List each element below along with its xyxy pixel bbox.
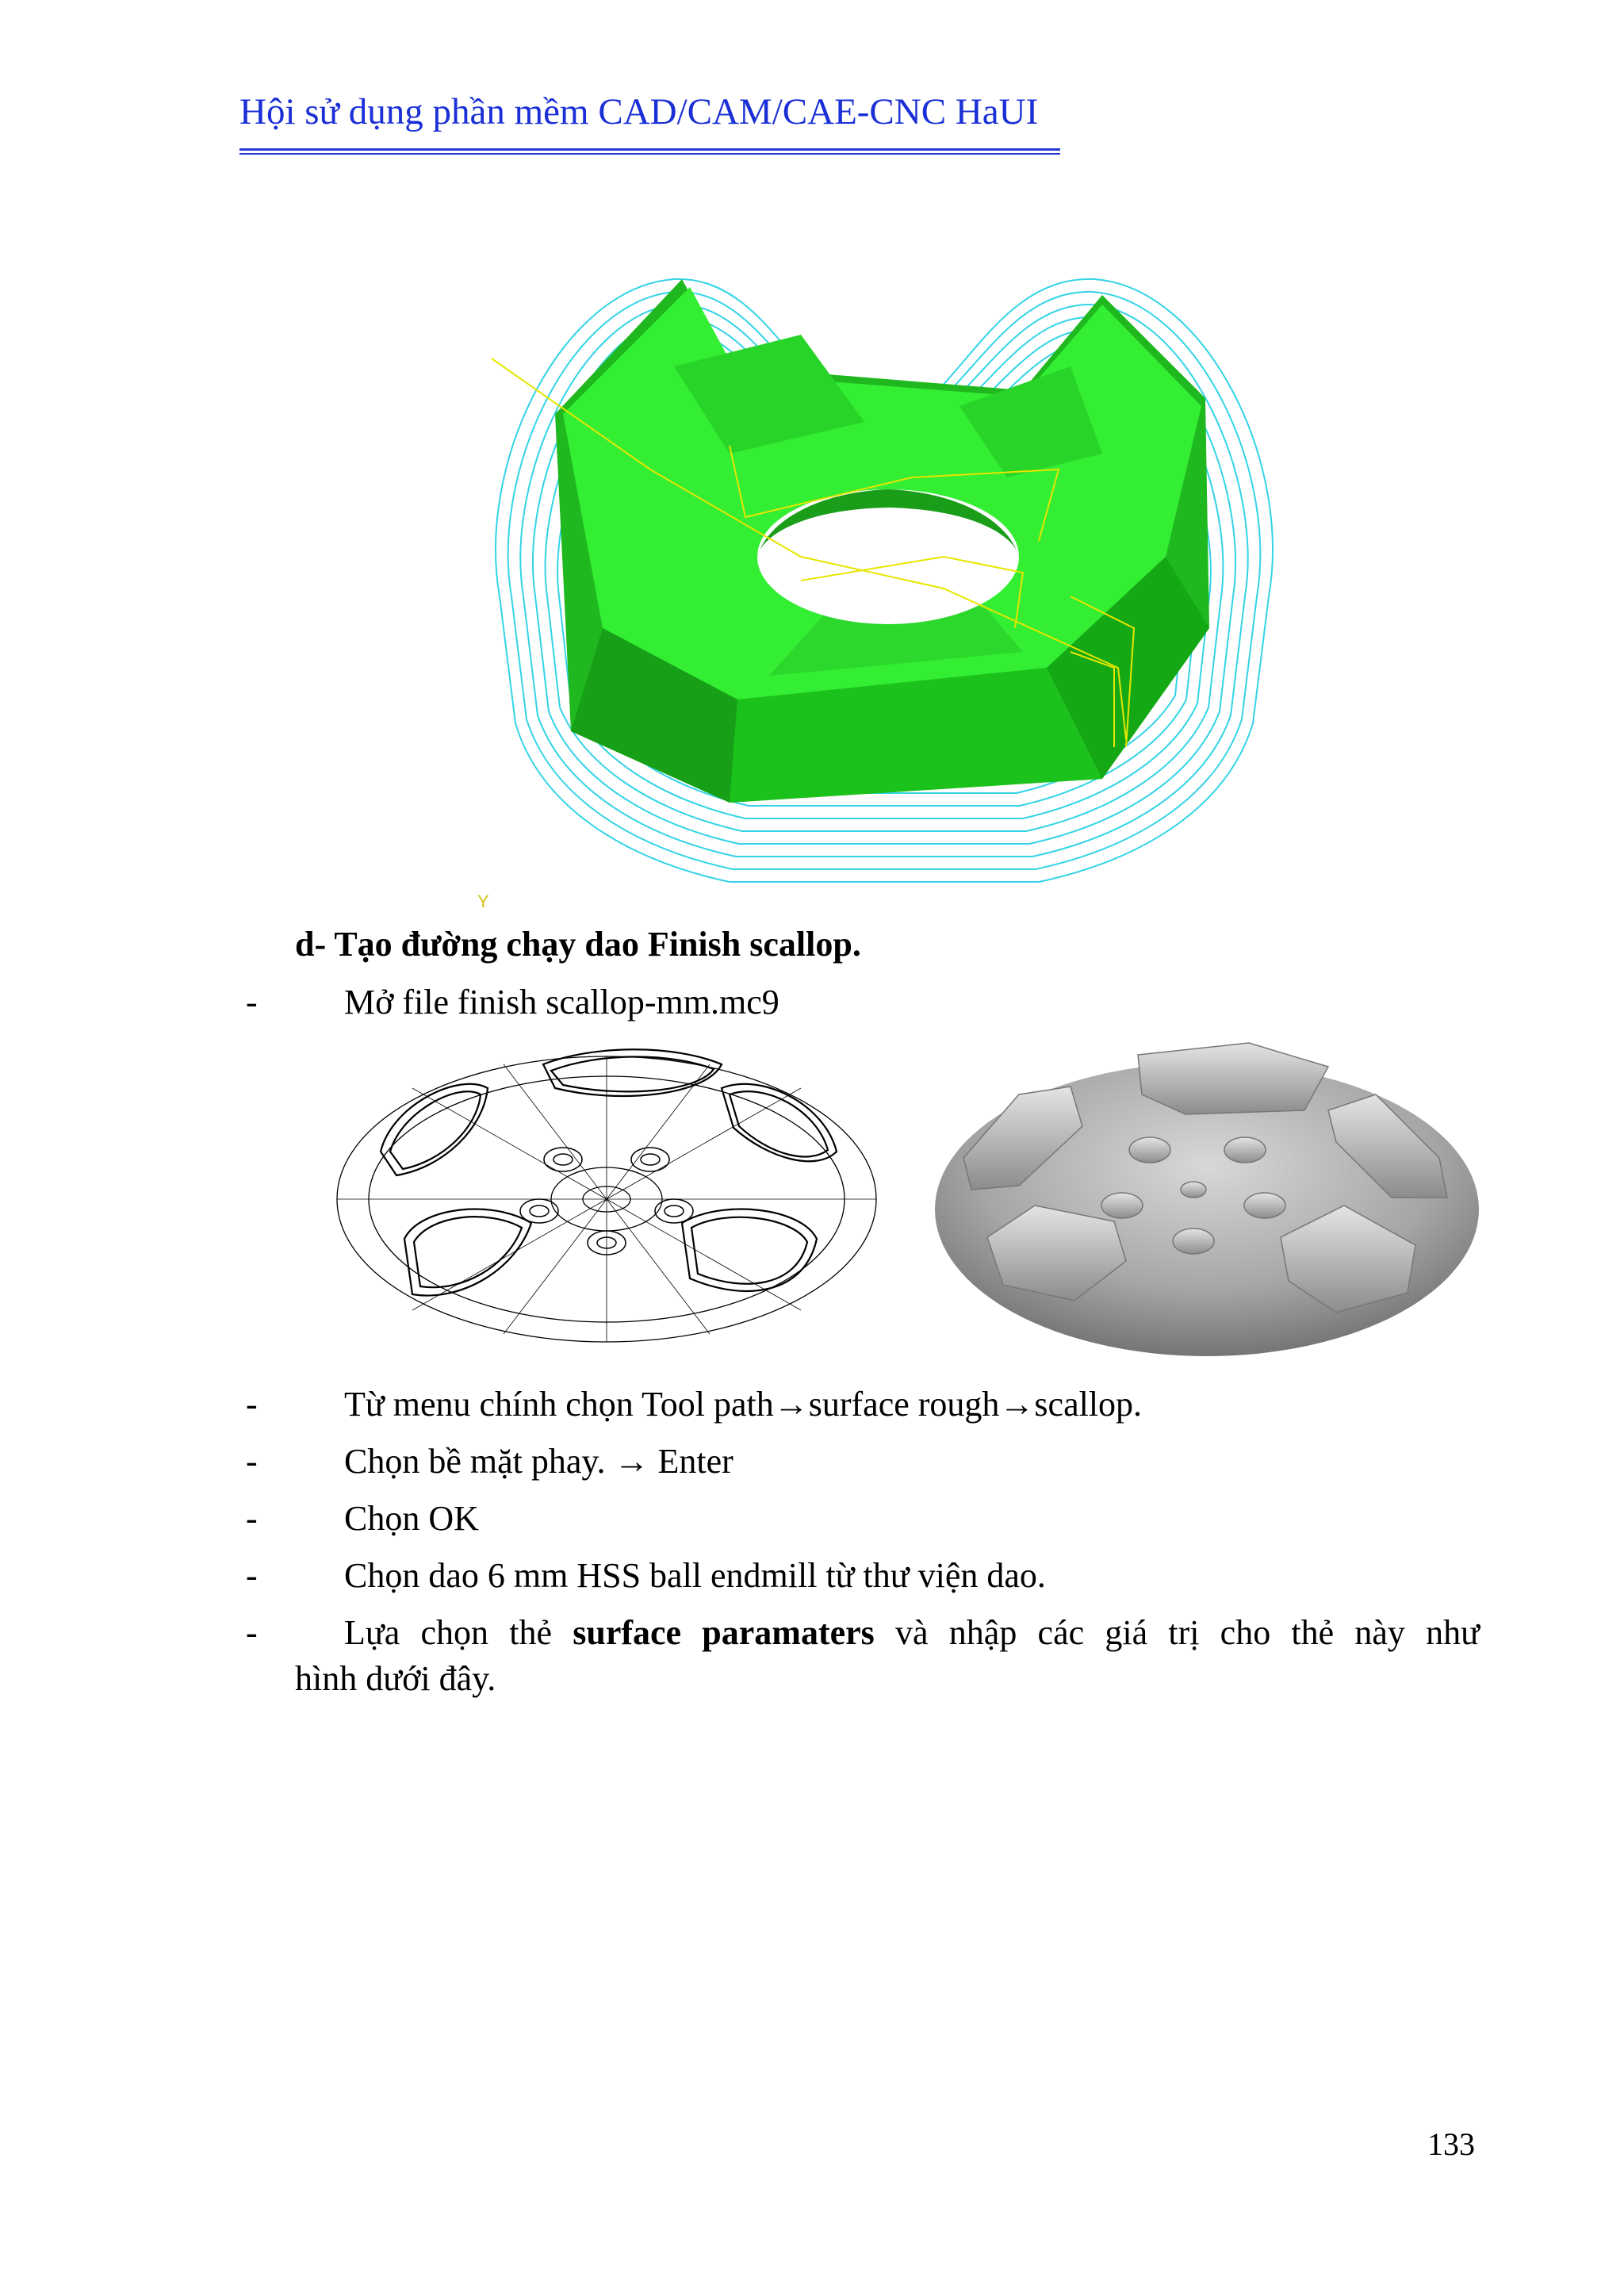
list-text-prefix: Lựa chọn thẻ [344,1613,552,1652]
list-text: Mở file finish scallop-mm.mc9 [344,983,779,1022]
list-text: Chọn dao 6 mm HSS ball endmill từ thư viện dao. [344,1556,1046,1595]
list-text-bold: surface paramaters [573,1613,875,1652]
shaded-wheel-figure [932,1039,1483,1360]
list-dash: - [246,1613,258,1652]
list-item-wrapped [246,1610,1480,1702]
wireframe-wheel-figure [333,1041,880,1354]
list-text: Từ menu chính chọn Tool path→surface rough→scallop. [344,1385,1143,1424]
header-title: Hội sử dụng phần mềm CAD/CAM/CAE-CNC HaUI [239,91,1039,132]
list-text-line2: hình dưới đây. [295,1659,496,1698]
list-dash: - [246,1499,258,1538]
list-text: Chọn bề mặt phay. → Enter [344,1442,733,1481]
page-header [239,91,1060,155]
list-text: Chọn OK [344,1499,479,1538]
list-dash: - [246,1442,258,1481]
axis-label-y: Y [477,891,489,910]
header-rule-thin [239,153,1060,155]
section-heading: d- Tạo đường chạy dao Finish scallop. [295,925,861,964]
nut-toolpath-figure [468,255,1302,910]
list-text-suffix: và nhập các giá trị cho thẻ này như [895,1613,1480,1652]
nut-model [555,279,1209,803]
list-dash: - [246,1385,258,1424]
header-rule [239,148,1060,151]
list-dash: - [246,983,258,1022]
list-text-line1 [246,1610,1480,1656]
list-dash: - [246,1556,258,1595]
page-number: 133 [1427,2126,1475,2162]
